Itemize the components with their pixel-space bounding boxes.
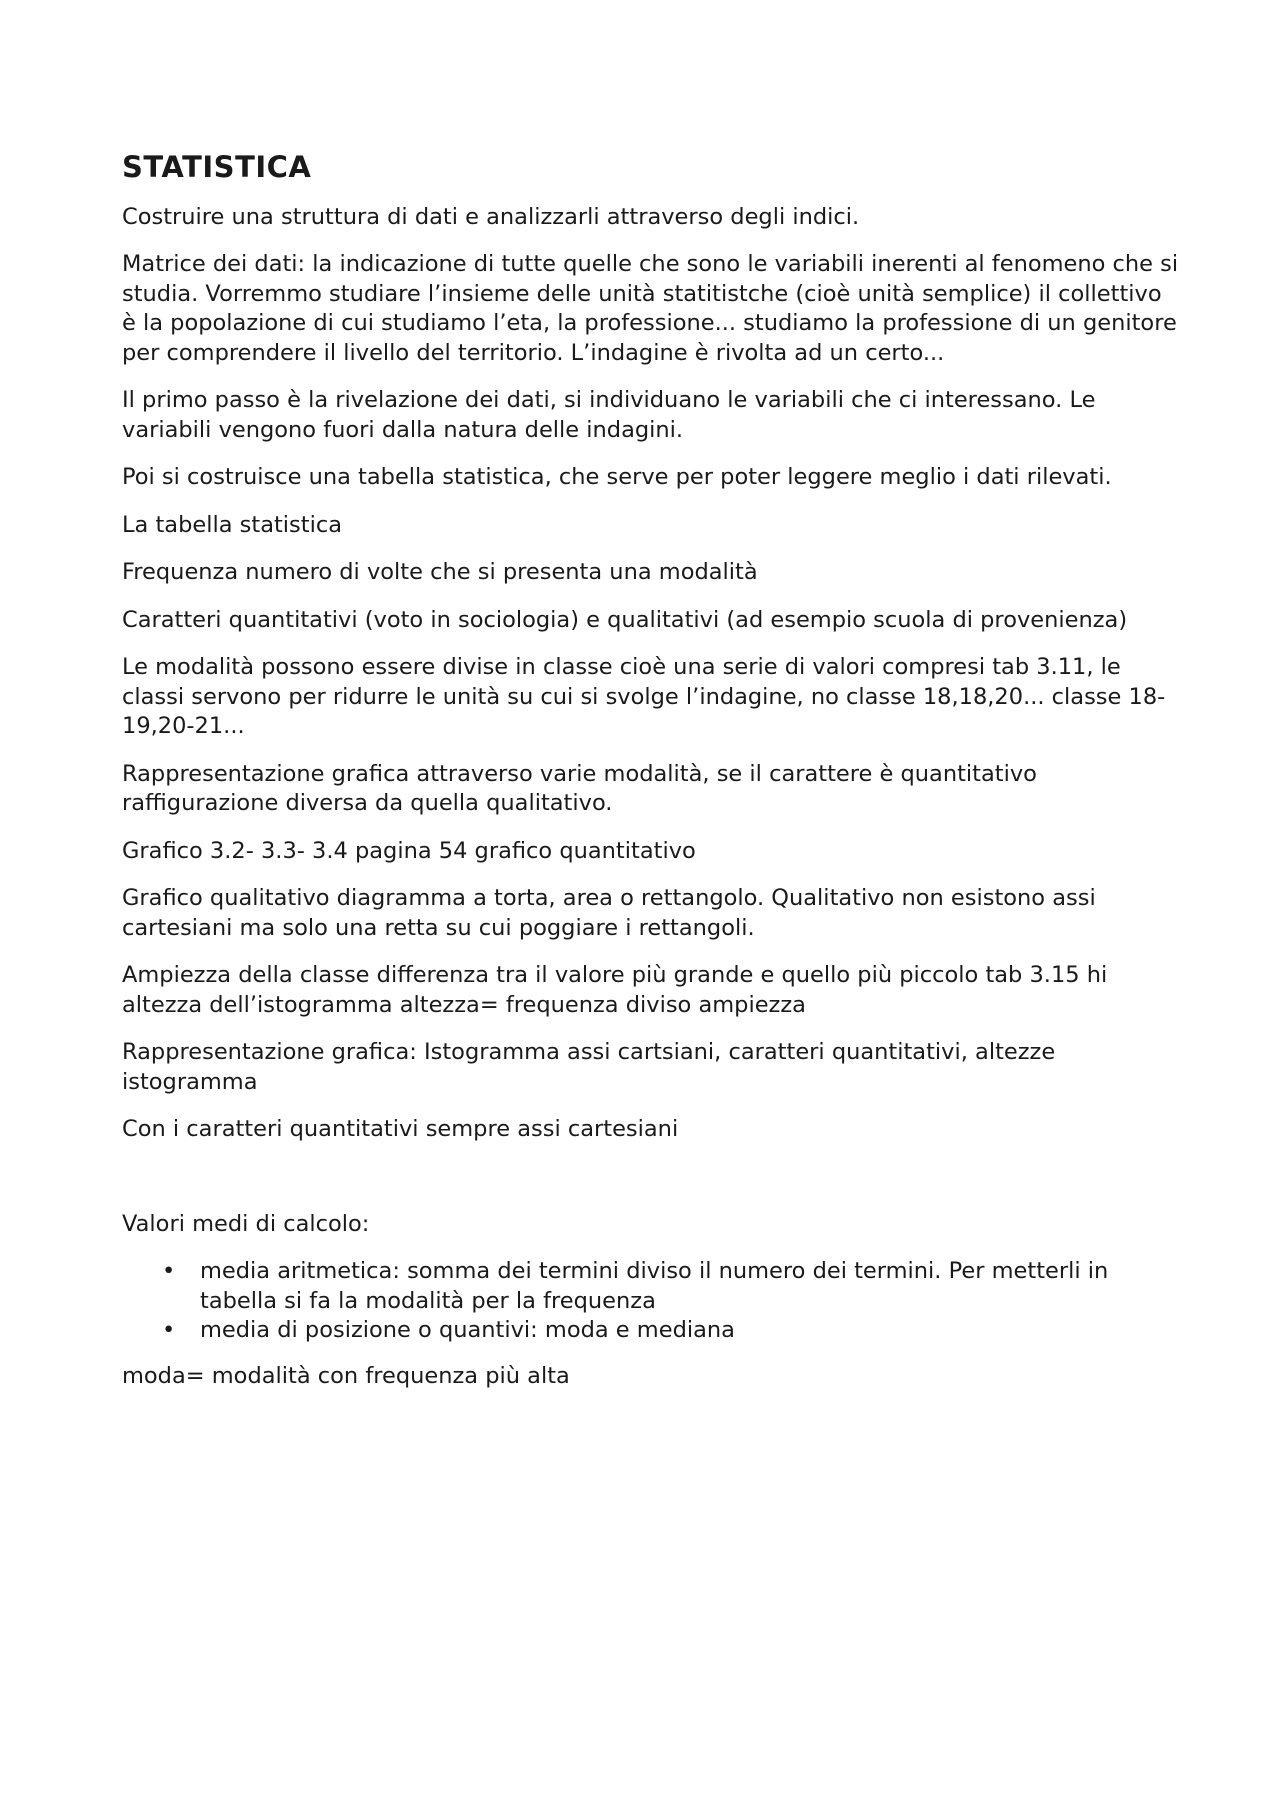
paragraph-moda: moda= modalità con frequenza più alta	[122, 1362, 570, 1389]
paragraph-istogramma: Rappresentazione grafica: Istogramma assi cartsiani, caratteri quantitativi, altezze istogramma	[122, 1039, 1056, 1095]
list-item-text: media aritmetica: somma dei termini diviso il numero dei termini. Per metterli in tabella si fa la modalità per la frequenza	[200, 1258, 1109, 1314]
page-title: STATISTICA	[122, 150, 312, 184]
paragraph-grafico-quantitativo: Grafico 3.2- 3.3- 3.4 pagina 54 grafico quantitativo	[122, 837, 696, 864]
paragraph-intro: Costruire una struttura di dati e analizzarli attraverso degli indici.	[122, 203, 860, 230]
list-item-text: media di posizione o quantivi: moda e mediana	[200, 1317, 735, 1344]
paragraph-grafico-qualitativo: Grafico qualitativo diagramma a torta, area o rettangolo. Qualitativo non esistono assi cartesiani ma solo una retta su cui poggiare i rettangoli.	[122, 885, 1096, 941]
paragraph-assi-cartesiani: Con i caratteri quantitativi sempre assi cartesiani	[122, 1116, 679, 1143]
paragraph-modalita: Le modalità possono essere divise in classe cioè una serie di valori compresi tab 3.11, le classi servono per ridurre le unità su cui si svolge l’indagine, no classe 18,18,20... classe 18-19,20-21...	[122, 654, 1166, 740]
paragraph-rappresentazione: Rappresentazione grafica attraverso varie modalità, se il carattere è quantitativo raffigurazione diversa da quella qualitativo.	[122, 760, 1037, 817]
bullet-icon: •	[162, 1258, 176, 1285]
paragraph-valori-medi: Valori medi di calcolo:	[122, 1210, 370, 1237]
paragraph-tabella: Poi si costruisce una tabella statistica, che serve per poter leggere meglio i dati rilevati.	[122, 464, 1112, 491]
paragraph-matrice: Matrice dei dati: la indicazione di tutte quelle che sono le variabili inerenti al fenomeno che si studia. Vorremmo studiare l’insieme delle unità statitistche (cioè unità semplice) il collettivo è la popolazione di cui studiamo l’eta, la professione... studiamo la professione di un genitore per comprendere il livello del territorio. L’indagine è rivolta ad un certo...	[122, 251, 1179, 366]
document-page	[122, 150, 1182, 1409]
paragraph-primo-passo: Il primo passo è la rivelazione dei dati, si individuano le variabili che ci interessano. Le variabili vengono fuori dalla natura delle indagini.	[122, 387, 1096, 443]
paragraph-ampiezza: Ampiezza della classe differenza tra il valore più grande e quello più piccolo tab 3.15 hi altezza dell’istogramma altezza= frequenza diviso ampiezza	[122, 962, 1108, 1018]
list-item	[122, 1257, 1182, 1316]
bullet-list	[122, 1257, 1182, 1346]
paragraph-frequenza: Frequenza numero di volte che si presenta una modalità	[122, 559, 758, 586]
blank-line	[122, 1163, 1182, 1210]
list-item	[122, 1316, 1182, 1346]
paragraph-caratteri: Caratteri quantitativi (voto in sociologia) e qualitativi (ad esempio scuola di provenienza)	[122, 606, 1128, 633]
paragraph-tabella-statistica: La tabella statistica	[122, 511, 343, 538]
bullet-icon: •	[162, 1317, 176, 1344]
